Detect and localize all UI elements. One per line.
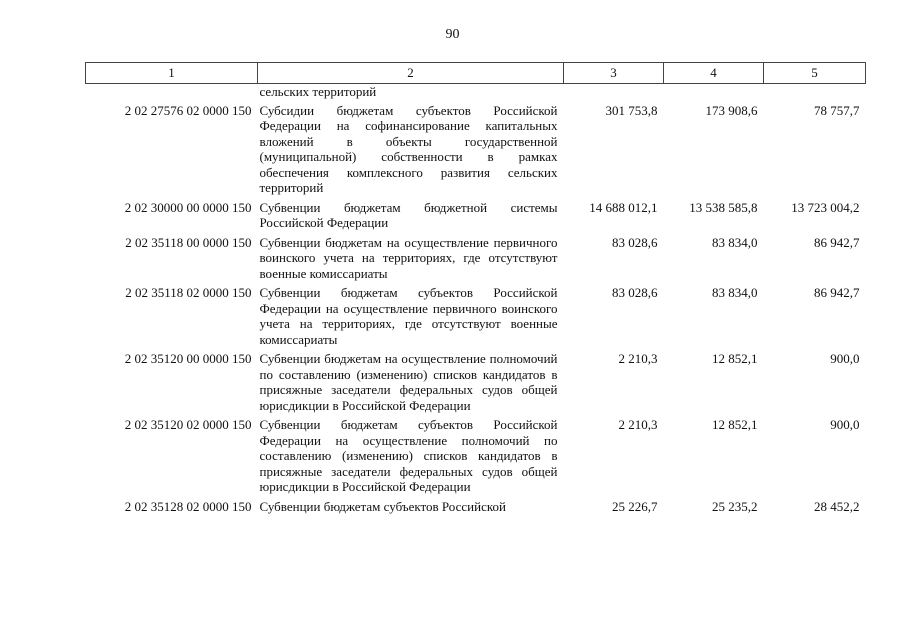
cell-name: Субвенции бюджетам субъектов Российской [259,498,506,514]
cell-code: 2 02 27576 02 0000 150 [124,102,252,118]
cell-empty [764,84,866,100]
cell-value-3: 2 210,3 [618,351,658,366]
cell-value-4: 83 834,0 [712,285,758,300]
cell-code: 2 02 35120 02 0000 150 [124,417,252,432]
cell-code: 2 02 35128 02 0000 150 [124,498,252,514]
cell-value-4: 12 852,1 [712,351,758,366]
column-header-3: 3 [564,63,664,84]
cell-value-5: 78 757,7 [814,102,860,118]
cell-name: Субвенции бюджетам на осуществление полномочий по составлению (изменению) списков кандидатов в присяжные заседатели федеральных судов общей юрисдикции в Российской Федерации [259,351,558,413]
cell-name: Субвенции бюджетам субъектов Российской Федерации на осуществление полномочий по составлению (изменению) списков кандидатов в присяжные заседатели федеральных судов общей юрисдикции в Российской Федерации [259,417,558,494]
cell-code: 2 02 35120 00 0000 150 [124,351,252,366]
cell-value-3: 83 028,6 [612,234,658,250]
cell-code: 2 02 30000 00 0000 150 [124,199,252,215]
column-header-1: 1 [86,63,258,84]
continuation-row [86,84,866,100]
cell-name: Субвенции бюджетам субъектов Российской Федерации на осуществление первичного воинского учета на территориях, где отсутствуют военные комиссариаты [259,285,558,347]
cell-name: Субсидии бюджетам субъектов Российской Федерации на софинансирование капитальных вложений в объекты государственной (муниципальной) собственности в рамках обеспечения комплексного развития сельских территорий [259,102,558,195]
table-row [86,231,866,282]
cell-value-5: 900,0 [830,417,860,432]
table-row [86,347,866,413]
cell-empty [564,84,664,100]
column-header-2: 2 [258,63,564,84]
cell-name: Субвенции бюджетам на осуществление первичного воинского учета на территориях, где отсутствуют военные комиссариаты [259,234,558,281]
cell-value-4: 83 834,0 [712,234,758,250]
cell-value-5: 900,0 [830,351,860,366]
cell-code: 2 02 35118 00 0000 150 [125,234,252,250]
cell-code: 2 02 35118 02 0000 150 [125,285,252,300]
column-header-5: 5 [764,63,866,84]
cell-name: Субвенции бюджетам бюджетной системы Российской Федерации [259,199,558,230]
table-row [86,196,866,231]
cell-empty [664,84,764,100]
budget-table [85,62,866,514]
cell-value-5: 28 452,2 [814,498,860,514]
table-row [86,281,866,347]
cell-value-3: 301 753,8 [605,102,658,118]
table-row [86,100,866,196]
page-number: 90 [445,27,460,42]
cell-value-4: 173 908,6 [705,102,758,118]
cell-value-3: 83 028,6 [612,285,658,300]
cell-value-5: 86 942,7 [814,234,860,250]
column-header-4: 4 [664,63,764,84]
table-row [86,495,866,515]
table-row [86,413,866,495]
cell-name: сельских территорий [259,84,377,99]
table-header-row [86,63,866,84]
cell-value-5: 86 942,7 [814,285,860,300]
cell-value-3: 25 226,7 [612,498,658,514]
cell-value-4: 13 538 585,8 [689,199,758,215]
cell-value-4: 25 235,2 [712,498,758,514]
cell-value-3: 14 688 012,1 [589,199,658,215]
cell-value-4: 12 852,1 [712,417,758,432]
cell-code [86,84,258,100]
cell-value-5: 13 723 004,2 [791,199,860,215]
cell-value-3: 2 210,3 [618,417,658,432]
